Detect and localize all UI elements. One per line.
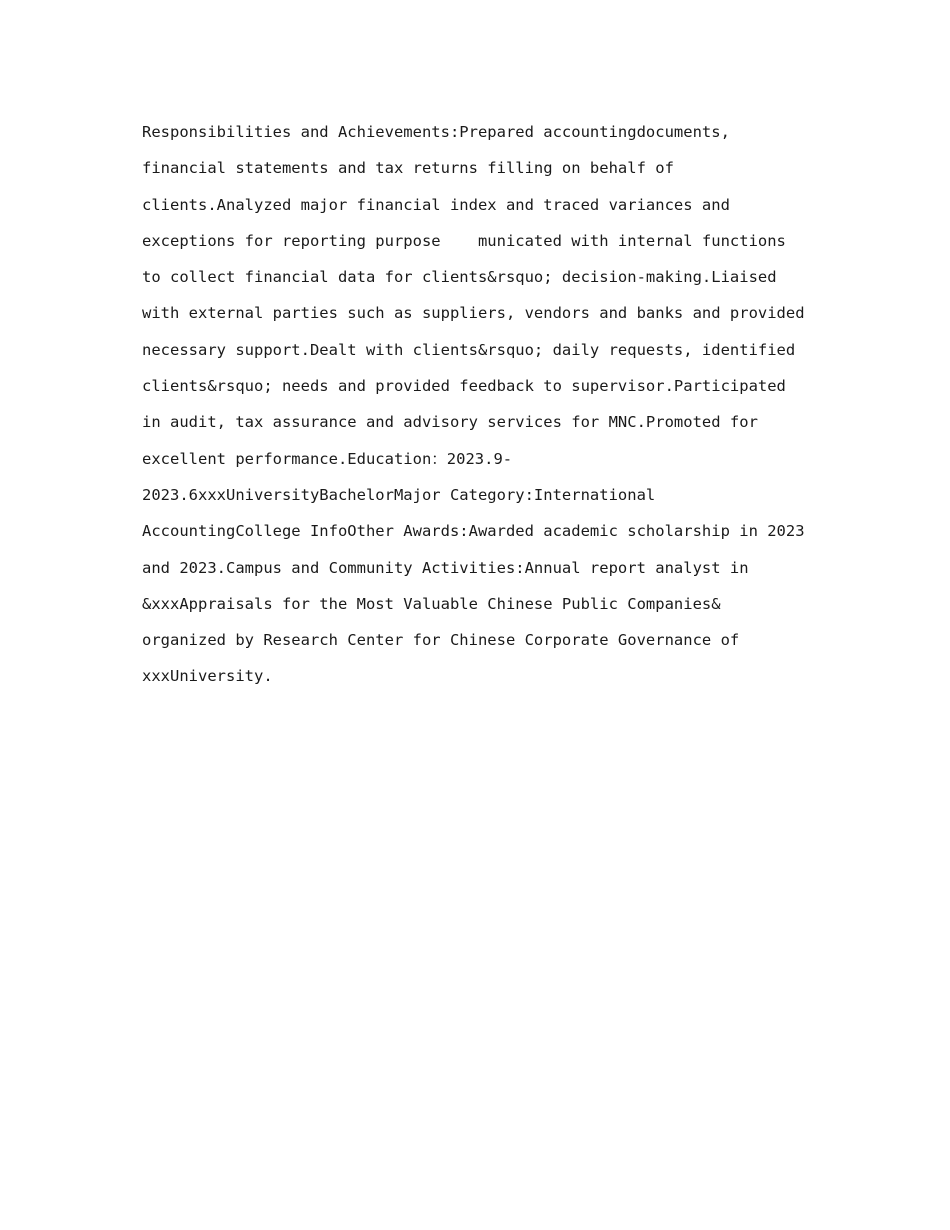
text-line: exceptions for reporting purpose municated with internal functions bbox=[142, 231, 786, 250]
text-line: clients&rsquo; needs and provided feedback to supervisor.Participated bbox=[142, 377, 786, 396]
text-line: and 2023.Campus and Community Activities:Annual report analyst in bbox=[142, 558, 749, 577]
resume-text-block bbox=[142, 118, 822, 699]
text-line: to collect financial data for clients&rsquo; decision-making.Liaised bbox=[142, 268, 777, 287]
text-line: organized by Research Center for Chinese Corporate Governance of bbox=[142, 631, 740, 650]
text-line: necessary support.Dealt with clients&rsquo; daily requests, identified bbox=[142, 340, 796, 359]
text-line: Responsibilities and Achievements:Prepared accountingdocuments, bbox=[142, 123, 730, 141]
text-line: clients.Analyzed major financial index and traced variances and bbox=[142, 195, 730, 214]
text-line: xxxUniversity. bbox=[142, 667, 273, 686]
text-line: excellent performance.Education：2023.9- bbox=[142, 449, 513, 468]
text-line: financial statements and tax returns filling on behalf of bbox=[142, 159, 674, 178]
text-line: AccountingCollege InfoOther Awards:Awarded academic scholarship in 2023 bbox=[142, 522, 805, 541]
text-line: 2023.6xxxUniversityBachelorMajor Category:International bbox=[142, 485, 656, 504]
text-line: with external parties such as suppliers, vendors and banks and provided bbox=[142, 304, 805, 323]
text-line: &xxxAppraisals for the Most Valuable Chinese Public Companies& bbox=[142, 594, 721, 613]
text-line: in audit, tax assurance and advisory services for MNC.Promoted for bbox=[142, 413, 758, 432]
